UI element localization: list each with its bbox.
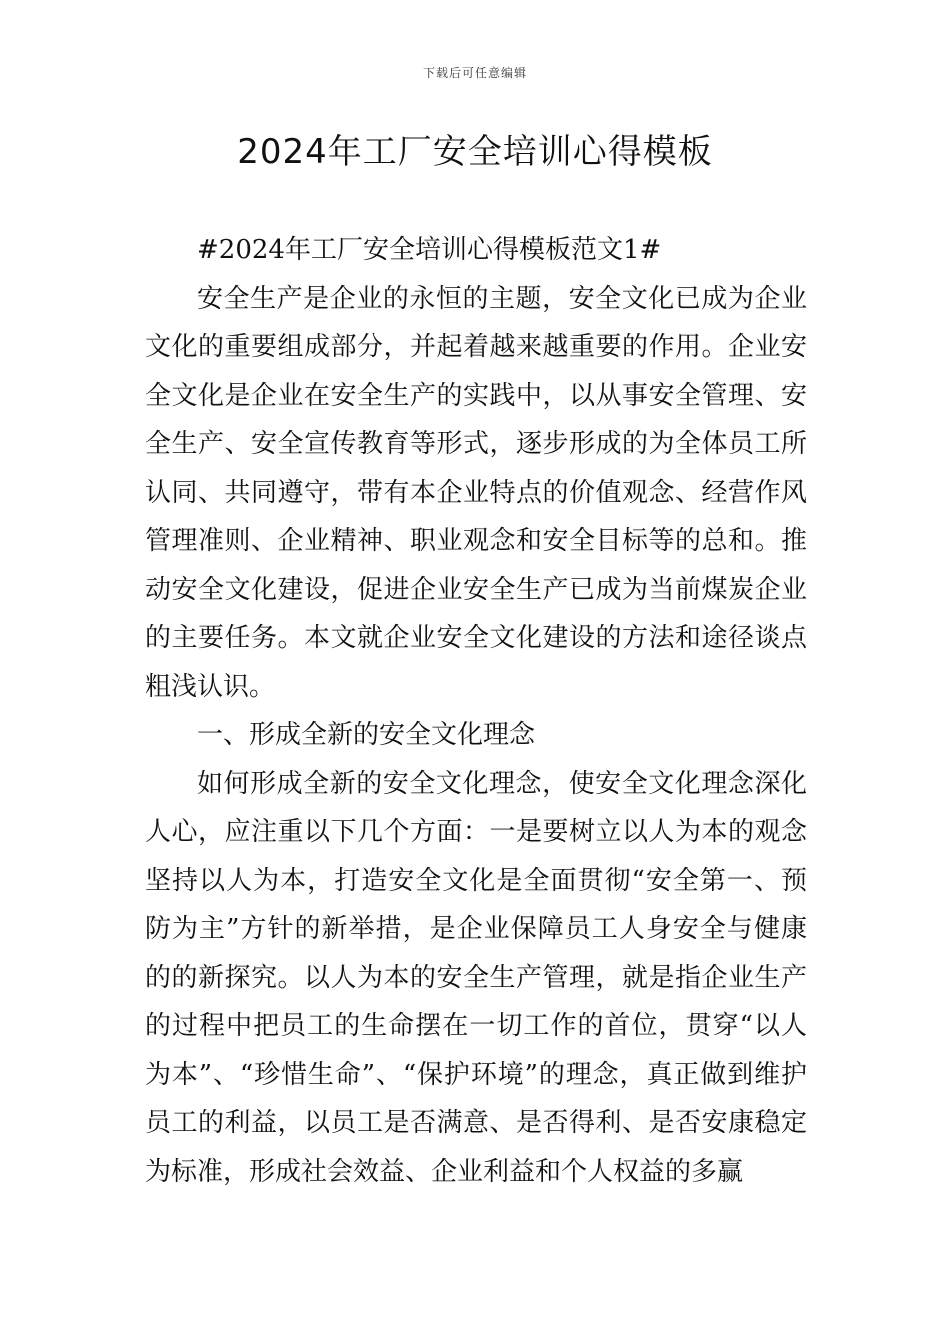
section-heading-sample-1: #2024年工厂安全培训心得模板范文1# (197, 235, 662, 265)
document-title: 2024年工厂安全培训心得模板 (237, 132, 713, 172)
header-note: 下载后可任意编辑 (422, 66, 527, 80)
section-heading: 一、形成全新的安全文化理念 (197, 720, 536, 750)
body-paragraph: 如何形成全新的安全文化理念，使安全文化理念深化人心，应注重以下几个方面：一是要树立以人为本的观念坚持以人为本，打造安全文化是全面贯彻“安全第一、预防为主”方针的新举措，是企业保障员工人身安全与健康的的新探究。以人为本的安全生产管理，就是指企业生产的过程中把员工的生命摆在一切工作的首位，贯穿“以人为本”、“珍惜生命”、“保护环境”的理念，真正做到维护员工的利益，以员工是否满意、是否得利、是否安康稳定为标准，形成社会效益、企业利益和个人权益的多赢 (145, 768, 807, 1187)
body-paragraph: 安全生产是企业的永恒的主题，安全文化已成为企业文化的重要组成部分，并起着越来越重要的作用。企业安全文化是企业在安全生产的实践中，以从事安全管理、安全生产、安全宣传教育等形式，逐步形成的为全体员工所认同、共同遵守，带有本企业特点的价值观念、经营作风管理准则、企业精神、职业观念和安全目标等的总和。推动安全文化建设，促进企业安全生产已成为当前煤炭企业的主要任务。本文就企业安全文化建设的方法和途径谈点粗浅认识。 (145, 283, 807, 702)
document-body (145, 226, 807, 1196)
